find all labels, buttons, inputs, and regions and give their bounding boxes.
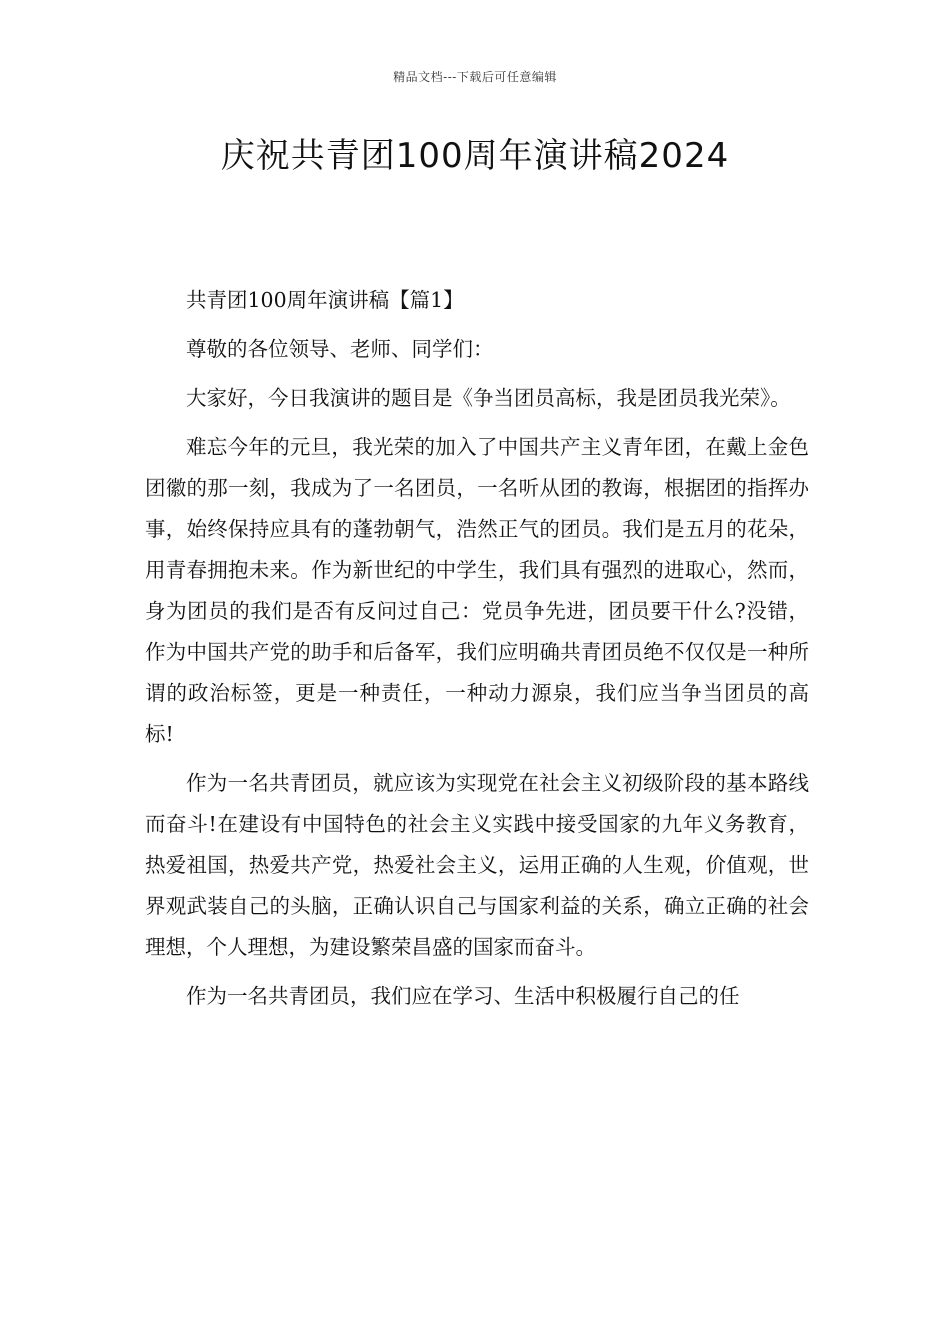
paragraph: 大家好，今日我演讲的题目是《争当团员高标，我是团员我光荣》。 bbox=[186, 386, 791, 410]
paragraph: 作为一名共青团员，我们应在学习、生活中积极履行自己的任 bbox=[186, 984, 740, 1008]
paragraph: 作为一名共青团员，就应该为实现党在社会主义初级阶段的基本路线而奋斗!在建设有中国特色的社会主义实践中接受国家的九年义务教育，热爱祖国，热爱共产党，热爱社会主义，运用正确的人生观，价值观，世界观武装自己的头脑，正确认识自己与国家利益的关系，确立正确的社会理想，个人理想，为建设繁荣昌盛的国家而奋斗。 bbox=[145, 771, 809, 959]
document-body bbox=[145, 280, 809, 1025]
salutation: 尊敬的各位领导、老师、同学们： bbox=[186, 337, 494, 361]
header-note: 精品文档---下载后可任意编辑 bbox=[393, 70, 557, 84]
section-heading: 共青团100周年演讲稿【篇1】 bbox=[186, 288, 464, 312]
paragraph: 难忘今年的元旦，我光荣的加入了中国共产主义青年团，在戴上金色团徽的那一刻，我成为了一名团员，一名听从团的教诲，根据团的指挥办事，始终保持应具有的蓬勃朝气，浩然正气的团员。我们是五月的花朵，用青春拥抱未来。作为新世纪的中学生，我们具有强烈的进取心，然而，身为团员的我们是否有反问过自己：党员争先进，团员要干什么?没错，作为中国共产党的助手和后备军，我们应明确共青团员绝不仅仅是一种所谓的政治标签，更是一种责任，一种动力源泉，我们应当争当团员的高标! bbox=[145, 435, 809, 746]
page-title: 庆祝共青团100周年演讲稿2024 bbox=[220, 136, 730, 176]
